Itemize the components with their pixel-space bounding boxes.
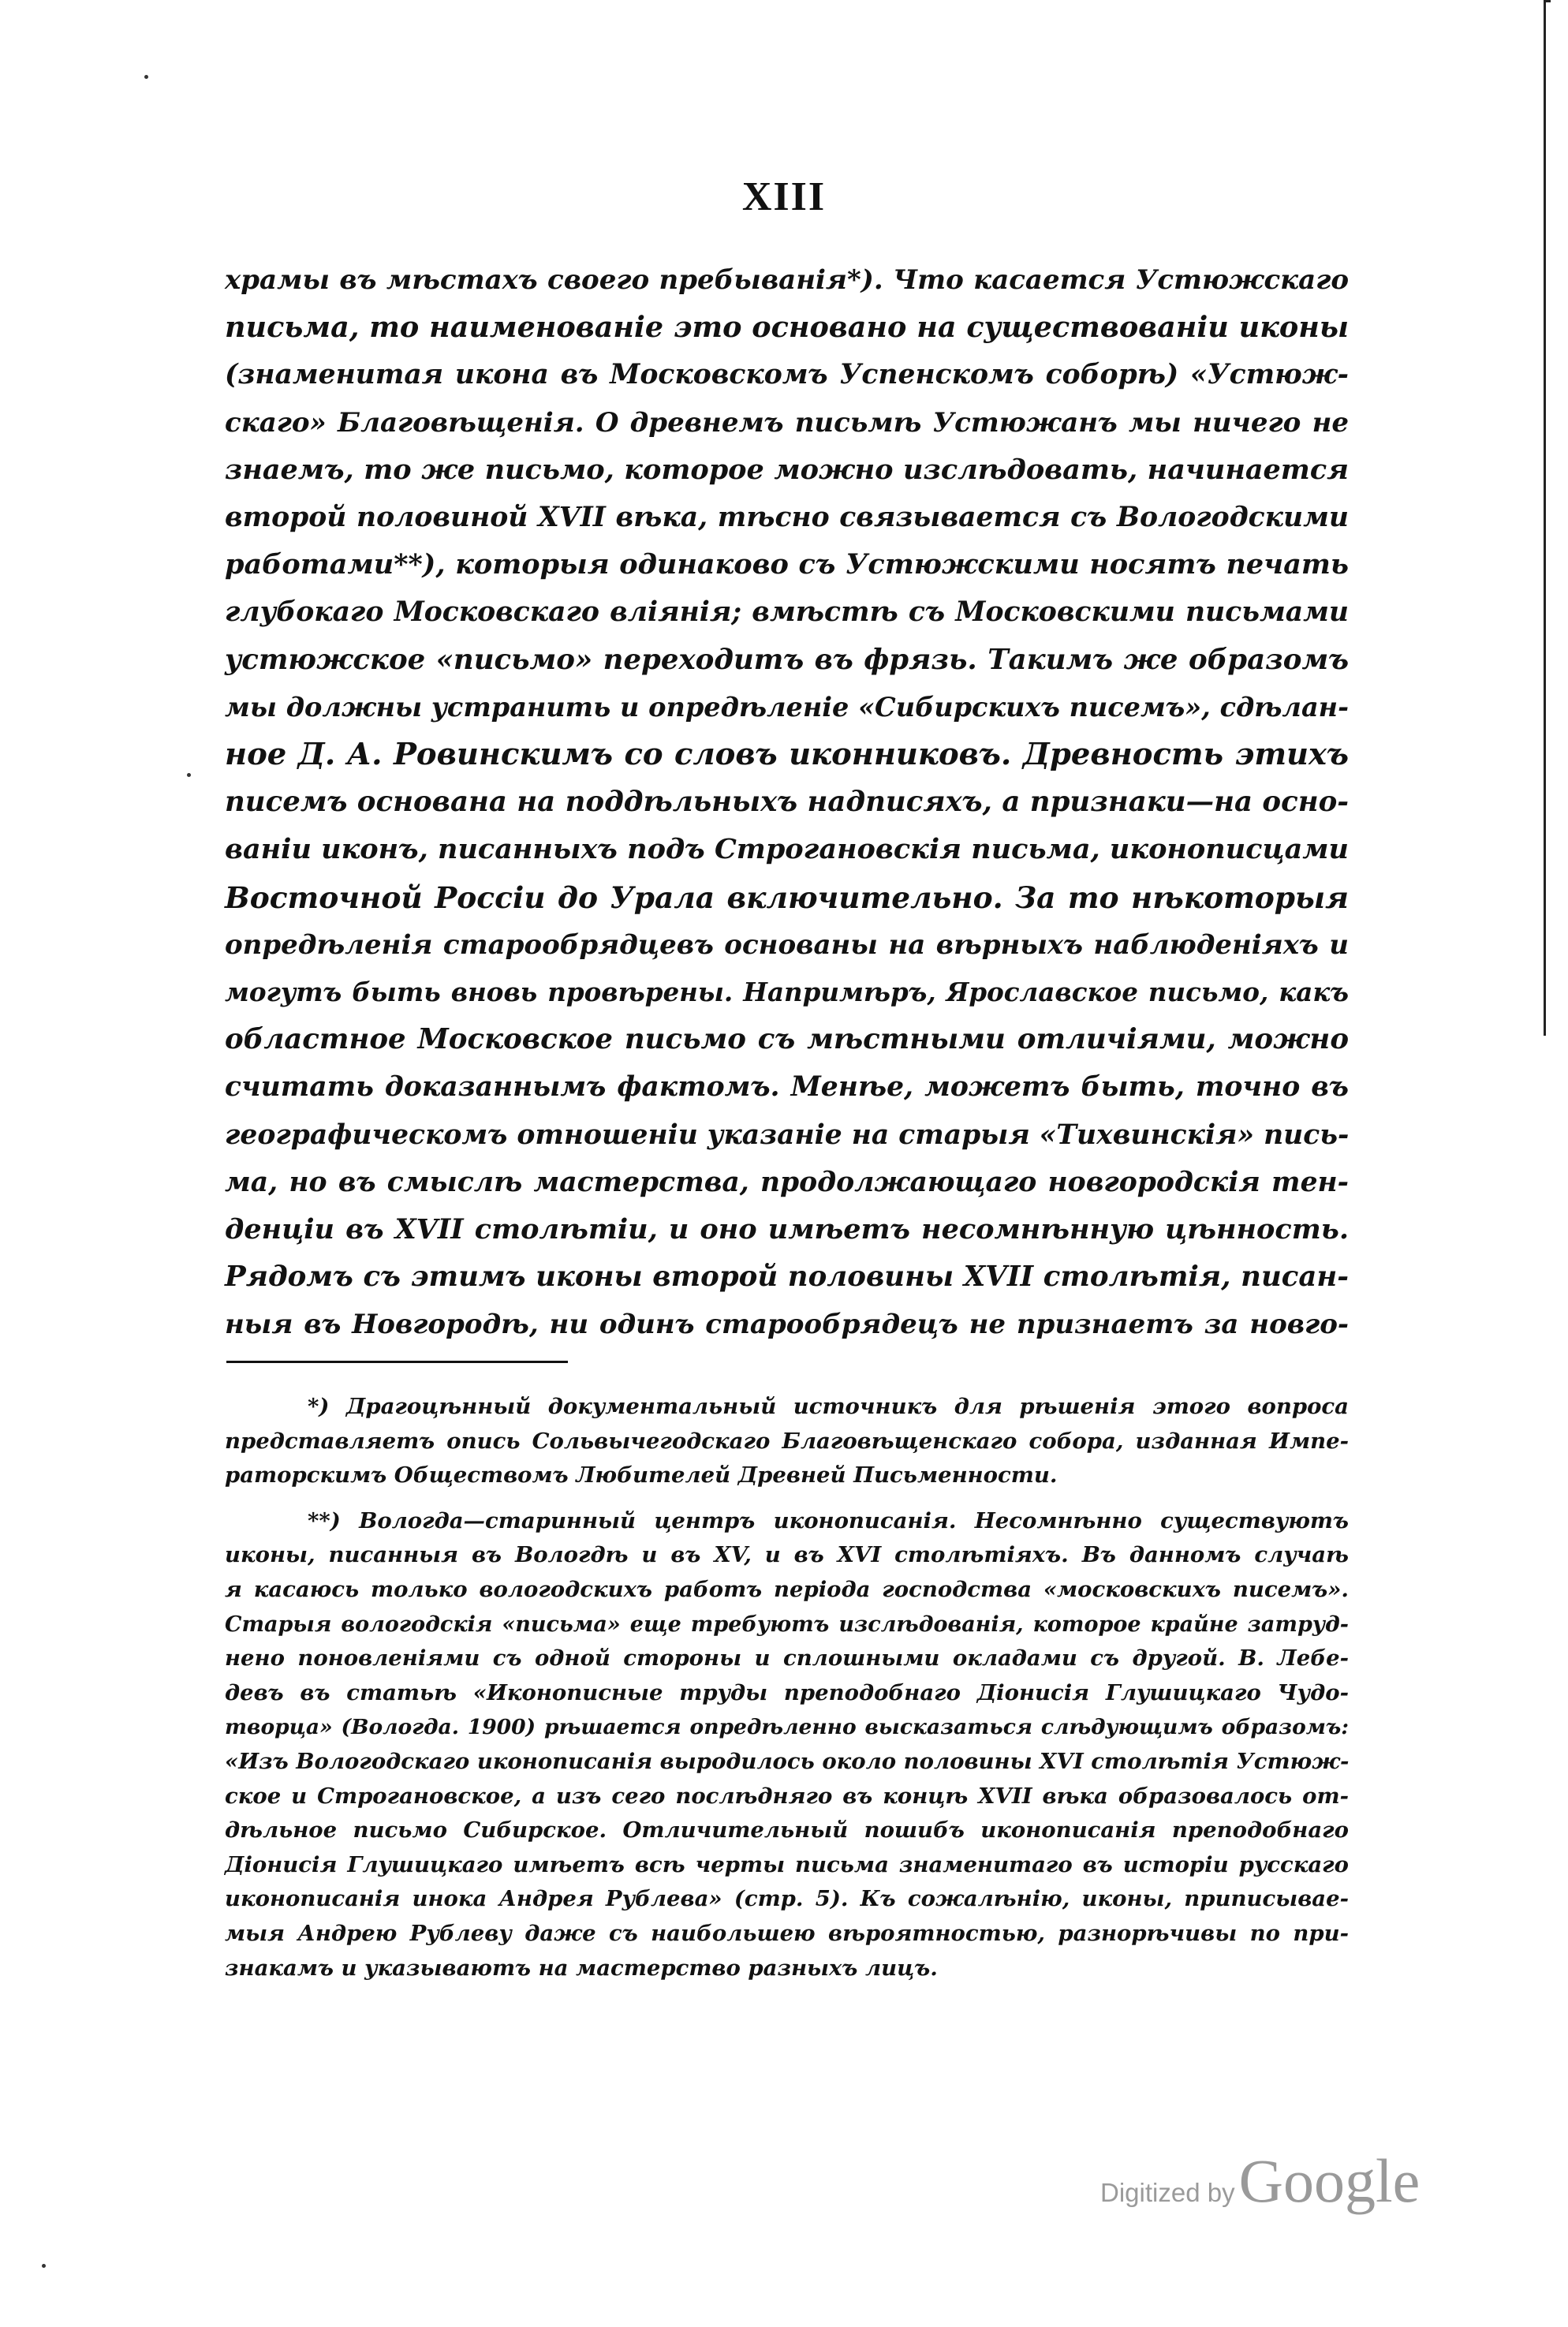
footnote-line: ское и Строгановское, а изъ сего послѣдняго въ концѣ XVII вѣка образовалось от-: [225, 1783, 1349, 1809]
text-line: писемъ основана на поддѣльныхъ надписяхъ, а признаки—на осно-: [225, 786, 1349, 819]
text-line: Восточной Россіи до Урала включительно. За то нѣкоторыя: [225, 880, 1349, 915]
text-line: ма, но въ смыслѣ мастерства, продолжающаго новгородскія тен-: [225, 1166, 1349, 1198]
footnote-line: представляетъ опись Сольвычегодскаго Благовѣщенскаго собора, изданная Импе-: [225, 1428, 1349, 1454]
footnote-line: раторскимъ Обществомъ Любителей Древней Письменности.: [225, 1462, 1058, 1488]
text-line: скаго» Благовѣщенія. О древнемъ письмѣ Устюжанъ мы ничего не: [225, 406, 1349, 439]
footnote-line: «Изъ Вологодскаго иконописанія выродилось около половины XVI столѣтія Устюж-: [225, 1748, 1350, 1774]
footnote-line: дѣльное письмо Сибирское. Отличительный пошибъ иконописанія преподобнаго: [225, 1817, 1349, 1843]
footnote-separator: [226, 1361, 568, 1363]
watermark-prefix: Digitized by: [1100, 2178, 1235, 2207]
text-line: денціи въ XVII столѣтіи, и оно имѣетъ несомнѣнную цѣнность.: [225, 1213, 1349, 1246]
scan-speck: [144, 75, 148, 79]
text-line: опредѣленія старообрядцевъ основаны на вѣрныхъ наблюденіяхъ и: [225, 928, 1349, 961]
scan-speck: [42, 2264, 46, 2268]
footnote-line: мыя Андрею Рублеву даже съ наибольшею вѣроятностью, разнорѣчивы по при-: [225, 1920, 1349, 1946]
footnote-line: нено поновленіями съ одной стороны и сплошными окладами съ другой. В. Лебе-: [225, 1645, 1349, 1671]
page-number: XIII: [741, 174, 827, 219]
footnote-line: иконописанія инока Андрея Рублева» (стр. 5). Къ сожалѣнію, иконы, приписывае-: [225, 1886, 1349, 1912]
footnote-line: творца» (Вологда. 1900) рѣшается опредѣленно высказаться слѣдующимъ образомъ:: [225, 1715, 1349, 1740]
text-line: Рядомъ съ этимъ иконы второй половины XVII столѣтія, писан-: [225, 1261, 1349, 1294]
footnote-line: знакамъ и указываютъ на мастерство разныхъ лицъ.: [225, 1955, 938, 1981]
footnote-line: Старыя вологодскія «письма» еще требуютъ изслѣдованія, которое крайне затруд-: [225, 1612, 1349, 1637]
text-line: второй половиной XVII вѣка, тѣсно связывается съ Вологодскими: [225, 502, 1349, 534]
footnotes: [225, 1390, 1349, 1996]
text-line: письма, то наименованіе это основано на существованіи иконы: [225, 310, 1349, 345]
footnote-line: **) Вологда—старинный центръ иконописанія. Несомнѣнно существуютъ: [308, 1507, 1349, 1533]
footnote-line: девъ въ статьѣ «Иконописные труды преподобнаго Діонисія Глушицкаго Чудо-: [225, 1679, 1349, 1705]
text-line: (знаменитая икона въ Московскомъ Успенскомъ соборѣ) «Устюж-: [225, 359, 1349, 391]
scan-page-edge: [1544, 0, 1551, 1036]
footnote-line: *) Драгоцѣнный документальный источникъ для рѣшенія этого вопроса: [308, 1394, 1349, 1419]
text-line: глубокаго Московскаго вліянія; вмѣстѣ съ Московскими письмами: [225, 596, 1349, 629]
text-line: считать доказаннымъ фактомъ. Менѣе, можетъ быть, точно въ: [225, 1071, 1349, 1104]
text-line: ное Д. А. Ровинскимъ со словъ иконниковъ. Древность этихъ: [225, 737, 1349, 773]
text-line: ныя въ Новгородѣ, ни одинъ старообрядецъ не признаетъ за новго-: [225, 1309, 1349, 1341]
google-logo: Google: [1238, 2146, 1421, 2215]
footnote-line: я касаюсь только вологодскихъ работъ періода господства «московскихъ писемъ».: [225, 1576, 1349, 1602]
main-body-text: [225, 256, 1349, 1349]
text-line: знаемъ, то же письмо, которое можно изслѣдовать, начинается: [225, 453, 1349, 486]
scan-speck: [187, 773, 191, 777]
text-line: географическомъ отношеніи указаніе на старыя «Тихвинскія» пись-: [225, 1119, 1350, 1151]
footnote: [225, 1390, 1349, 1493]
text-line: работами**), которыя одинаково съ Устюжскими носятъ печать: [225, 548, 1349, 581]
footnote-line: иконы, писанныя въ Вологдѣ и въ XV, и въ XVI столѣтіяхъ. Въ данномъ случаѣ: [225, 1542, 1349, 1568]
text-line: мы должны устранить и опредѣленіе «Сибирскихъ писемъ», сдѣлан-: [225, 691, 1349, 723]
text-line: областное Московское письмо съ мѣстными отличіями, можно: [225, 1023, 1349, 1056]
digitized-by-google-watermark: [1100, 2146, 1432, 2217]
footnote: [225, 1504, 1349, 1985]
text-line: устюжское «письмо» переходитъ въ фрязь. Такимъ же образомъ: [225, 643, 1349, 676]
text-line: храмы въ мѣстахъ своего пребыванія*). Что касается Устюжскаго: [225, 264, 1349, 296]
text-line: ваніи иконъ, писанныхъ подъ Строгановскія письма, иконописцами: [225, 833, 1349, 866]
footnote-line: Діонисія Глушицкаго имѣетъ всѣ черты письма знаменитаго въ исторіи русскаго: [225, 1851, 1349, 1877]
text-line: могутъ быть вновь провѣрены. Напримѣръ, Ярославское письмо, какъ: [225, 977, 1349, 1008]
